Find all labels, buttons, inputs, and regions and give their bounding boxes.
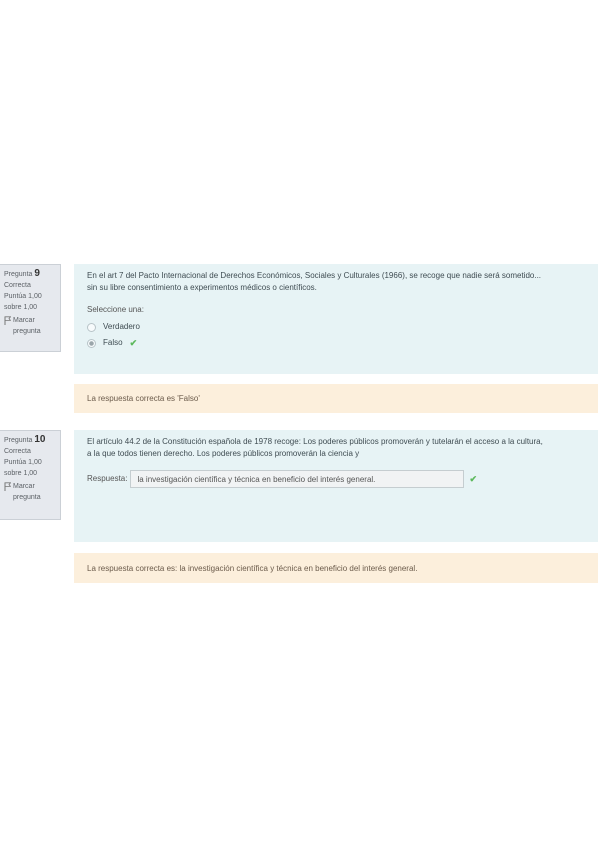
question-formulation-9	[74, 264, 598, 374]
question-label: Pregunta	[4, 437, 33, 444]
question-status: Correcta	[4, 448, 31, 455]
question-score: Puntúa 1,00	[4, 293, 42, 300]
question-formulation-10	[74, 430, 598, 542]
question-header	[4, 434, 60, 446]
option-falso[interactable]	[87, 335, 588, 351]
radio-button-selected[interactable]	[87, 339, 96, 348]
question-label: Pregunta	[4, 271, 33, 278]
question-number: 9	[34, 268, 40, 279]
flag-question-link[interactable]	[4, 315, 60, 337]
answer-label: Respuesta:	[87, 474, 128, 483]
question-text: El artículo 44.2 de la Constitución española de 1978 recoge: Los poderes públicos promoverán y tutelarán el acceso a la cultura,	[87, 437, 543, 446]
question-score: Puntúa 1,00	[4, 459, 42, 466]
question-text: En el art 7 del Pacto Internacional de Derechos Económicos, Sociales y Culturales (1966), se recoge que nadie será sometido...	[87, 271, 542, 280]
feedback-10	[74, 553, 598, 583]
right-answer-text: La respuesta correcta es 'Falso'	[87, 394, 200, 403]
question-text-2: a la que todos tienen derecho. Los poderes públicos promoverán la ciencia y	[87, 449, 360, 458]
question-status: Correcta	[4, 282, 31, 289]
right-answer-text: La respuesta correcta es: la investigación científica y técnica en beneficio del interés general.	[87, 563, 418, 573]
answer-prompt: Seleccione una:	[87, 305, 144, 314]
question-info-9	[0, 264, 61, 352]
flag-label: Marcar	[13, 483, 35, 490]
radio-button[interactable]	[87, 323, 96, 332]
question-score-max: sobre 1,00	[4, 470, 38, 477]
question-header	[4, 268, 60, 280]
flag-icon	[4, 316, 11, 325]
answer-row	[87, 470, 588, 488]
flag-label-2: pregunta	[13, 494, 41, 501]
correct-check-icon: ✔	[469, 474, 478, 484]
flag-icon	[4, 482, 11, 491]
flag-question-link[interactable]	[4, 481, 60, 503]
option-label: Falso	[103, 338, 123, 347]
option-verdadero[interactable]	[87, 319, 588, 335]
flag-label-2: pregunta	[13, 328, 41, 335]
question-info-10	[0, 430, 61, 520]
flag-label: Marcar	[13, 317, 35, 324]
question-text-2: sin su libre consentimiento a experimentos médicos o científicos.	[87, 283, 317, 292]
feedback-9	[74, 384, 598, 413]
correct-check-icon: ✔	[129, 338, 138, 348]
question-score-max: sobre 1,00	[4, 304, 38, 311]
option-label: Verdadero	[103, 322, 140, 331]
answer-input[interactable]	[130, 470, 464, 488]
question-number: 10	[34, 434, 46, 445]
